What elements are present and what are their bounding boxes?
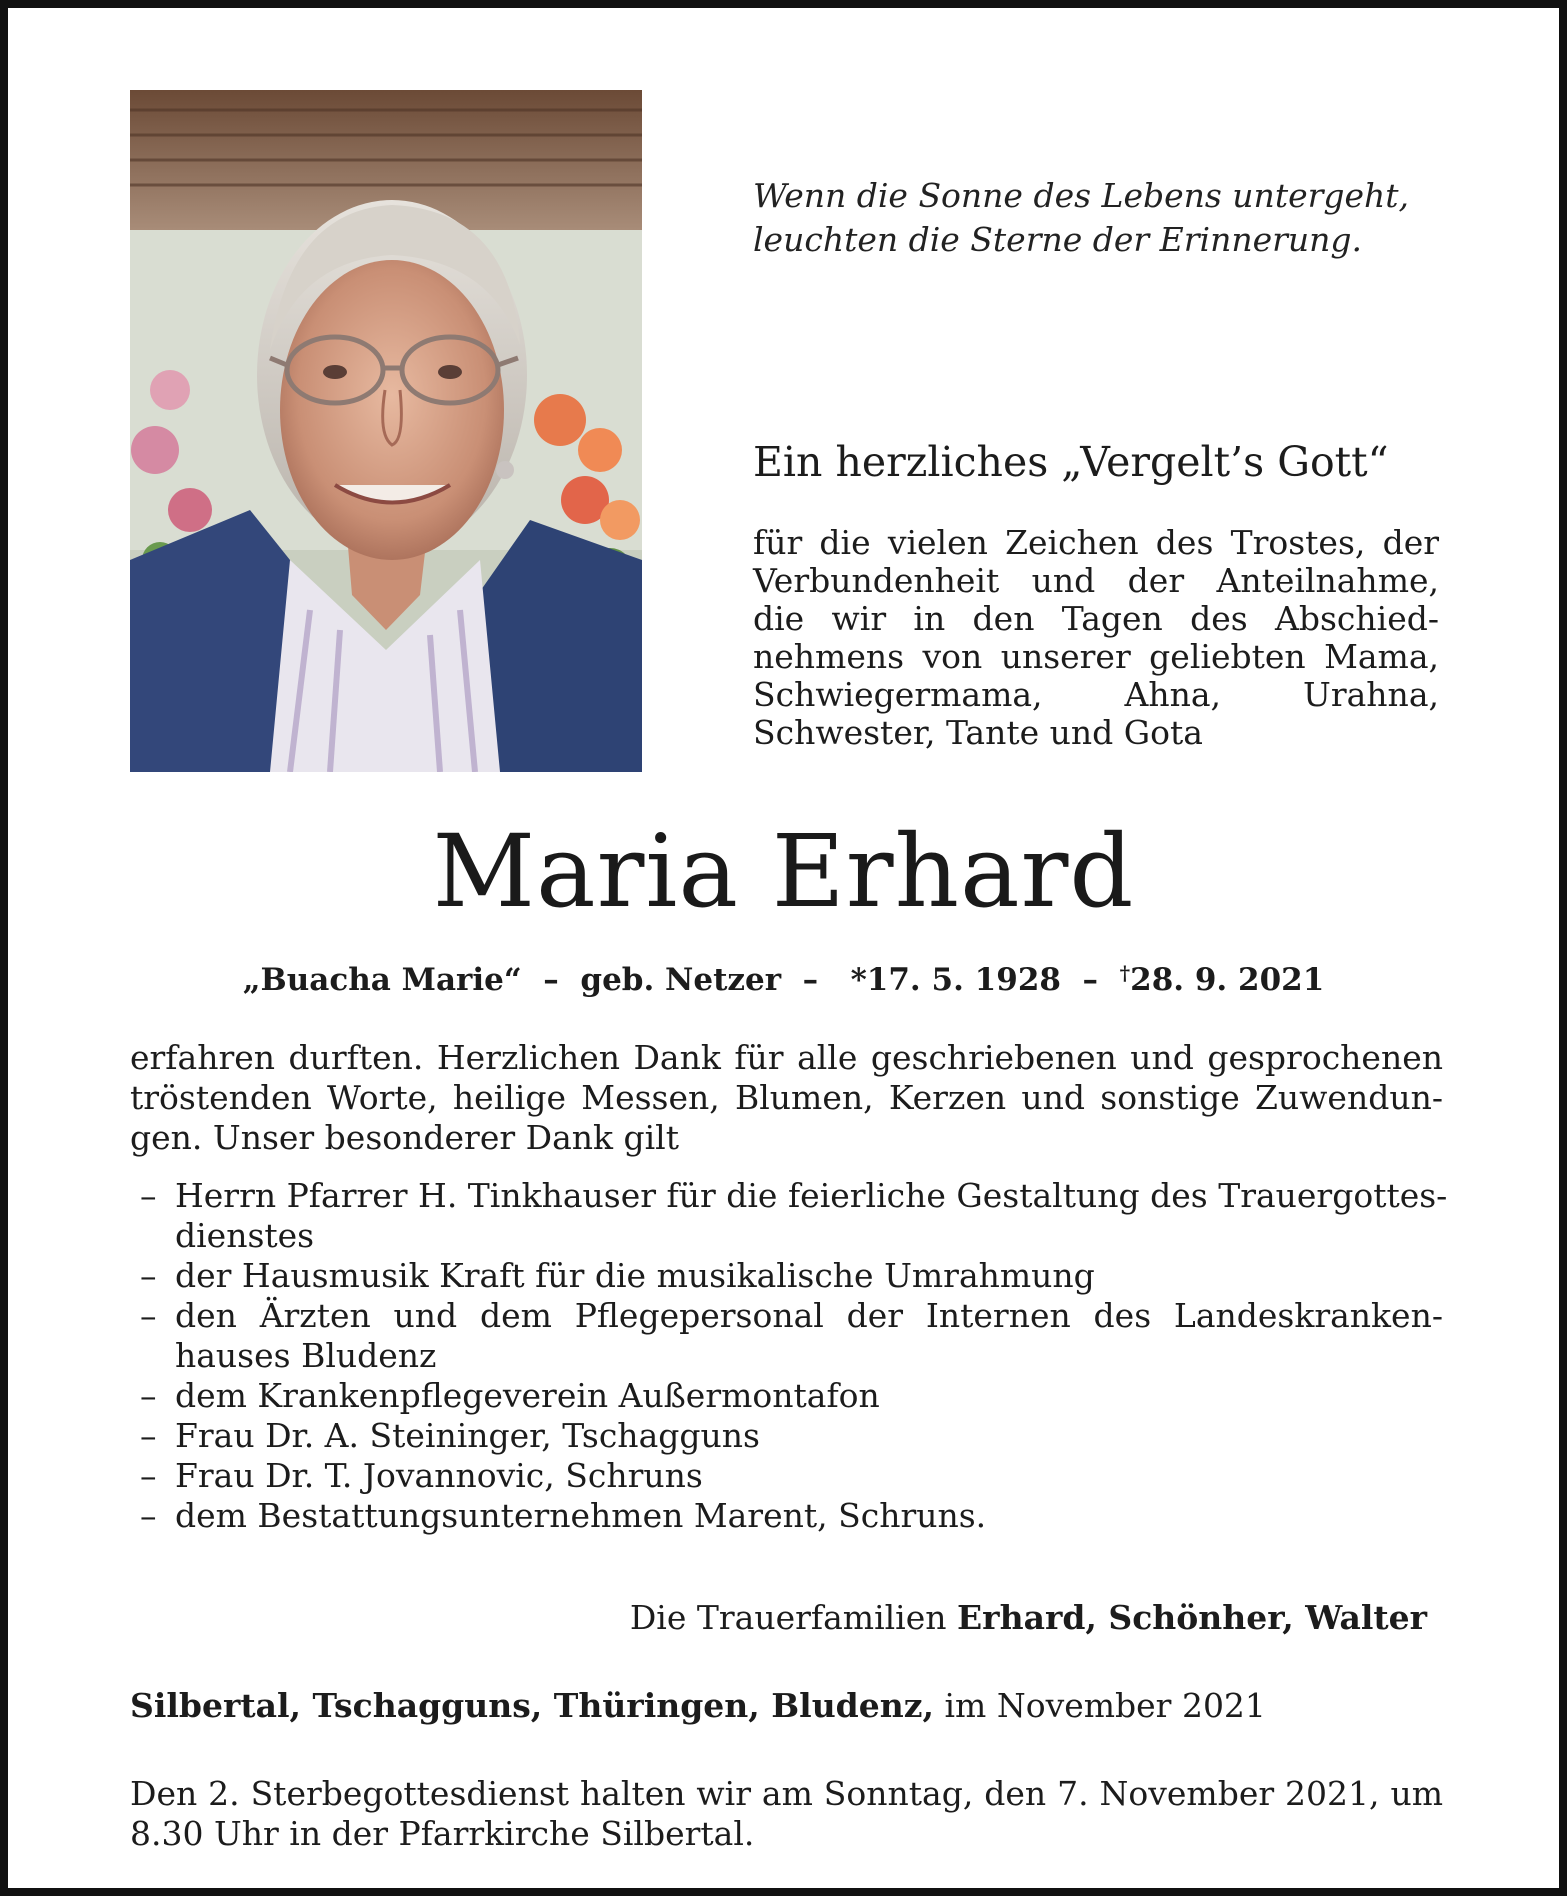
list-dash: –: [140, 1256, 157, 1295]
maiden-name: geb. Netzer: [580, 962, 782, 998]
list-item-text: der Hausmusik Kraft für die musikalische Umrahmung: [175, 1256, 1095, 1295]
intro-line-2: Verbundenheit und der Anteilnahme,: [753, 561, 1439, 600]
body-line-2: tröstenden Worte, heilige Messen, Blumen, Kerzen und sonstige Zuwendun-: [130, 1078, 1443, 1117]
separator: –: [791, 962, 840, 998]
motto-line-2: leuchten die Sterne der Erinnerung.: [753, 220, 1363, 259]
body-line-1: erfahren durften. Herzlichen Dank für alle geschriebenen und gesprochenen: [130, 1038, 1443, 1077]
death-date: 28. 9. 2021: [1130, 962, 1325, 998]
memorial-mass-notice: [130, 1774, 1443, 1854]
list-dash: –: [140, 1376, 157, 1415]
list-item-text: dienstes: [175, 1216, 315, 1255]
thanks-list: [130, 1176, 1448, 1536]
list-item: [130, 1456, 1443, 1496]
list-dash: –: [140, 1416, 157, 1455]
list-item-text: Frau Dr. T. Jovannovic, Schruns: [175, 1456, 703, 1495]
intro-line-6: Schwester, Tante und Gota: [753, 713, 1203, 752]
list-item-text: hauses Bludenz: [175, 1336, 437, 1375]
list-item: [130, 1256, 1443, 1296]
portrait-image: [130, 90, 642, 772]
list-item: [130, 1296, 1443, 1376]
separator: –: [1071, 962, 1109, 998]
mass-line-1: Den 2. Sterbegottesdienst halten wir am Sonntag, den 7. November 2021, um: [130, 1774, 1443, 1813]
intro-line-1: für die vielen Zeichen des Trostes, der: [753, 523, 1439, 562]
nickname: „Buacha Marie“: [242, 962, 522, 998]
birth-date: 17. 5. 1928: [866, 962, 1061, 998]
intro-line-5: [753, 676, 1439, 714]
list-item: [130, 1416, 1443, 1456]
list-item-text: dem Krankenpflegeverein Außermontafon: [175, 1376, 880, 1415]
body-paragraph: [130, 1038, 1443, 1158]
list-item-text: Herrn Pfarrer H. Tinkhauser für die feierliche Gestaltung des Trauergottes-: [175, 1176, 1448, 1215]
list-item: [130, 1176, 1448, 1256]
list-dash: –: [140, 1296, 157, 1335]
body-line-3: gen. Unser besonderer Dank gilt: [130, 1118, 679, 1157]
intro-line-5-word-3: Urahna,: [1303, 675, 1439, 714]
list-item-text: Frau Dr. A. Steininger, Tschagguns: [175, 1416, 760, 1455]
intro-paragraph: [753, 524, 1439, 752]
death-mark: †: [1119, 961, 1131, 985]
mass-line-2: 8.30 Uhr in der Pfarrkirche Silbertal.: [130, 1814, 755, 1853]
birth-mark: *: [850, 962, 867, 998]
places-names: Silbertal, Tschagguns, Thüringen, Bludenz,: [130, 1686, 934, 1725]
list-dash: –: [140, 1496, 157, 1535]
motto-quote: [753, 174, 1473, 262]
intro-line-4: nehmens von unserer geliebten Mama,: [753, 637, 1439, 676]
families-prefix: Die Trauerfamilien: [629, 1598, 947, 1637]
intro-line-3: die wir in den Tagen des Abschied-: [753, 599, 1439, 638]
motto-line-1: Wenn die Sonne des Lebens untergeht,: [753, 176, 1410, 215]
list-dash: –: [140, 1456, 157, 1495]
list-item: [130, 1496, 1443, 1536]
places-month: im November 2021: [944, 1686, 1266, 1725]
intro-line-5-word-2: Ahna,: [1124, 675, 1222, 714]
deceased-name: Maria Erhard: [432, 813, 1135, 930]
list-item-text: den Ärzten und dem Pflegepersonal der Internen des Landeskranken-: [175, 1296, 1443, 1335]
list-dash: –: [140, 1176, 157, 1215]
places-date: [130, 1686, 1266, 1726]
mourning-families: [630, 1598, 1427, 1638]
list-item-text: dem Bestattungsunternehmen Marent, Schruns.: [175, 1496, 987, 1535]
families-names: Erhard, Schönher, Walter: [957, 1598, 1427, 1637]
thanks-heading: Ein herzliches „Vergelt’s Gott“: [753, 438, 1389, 486]
deceased-details: [8, 953, 1559, 1000]
list-item: [130, 1376, 1443, 1416]
portrait-photo: [130, 90, 642, 772]
intro-line-5-word-1: Schwiegermama,: [753, 675, 1043, 714]
separator: –: [532, 962, 570, 998]
